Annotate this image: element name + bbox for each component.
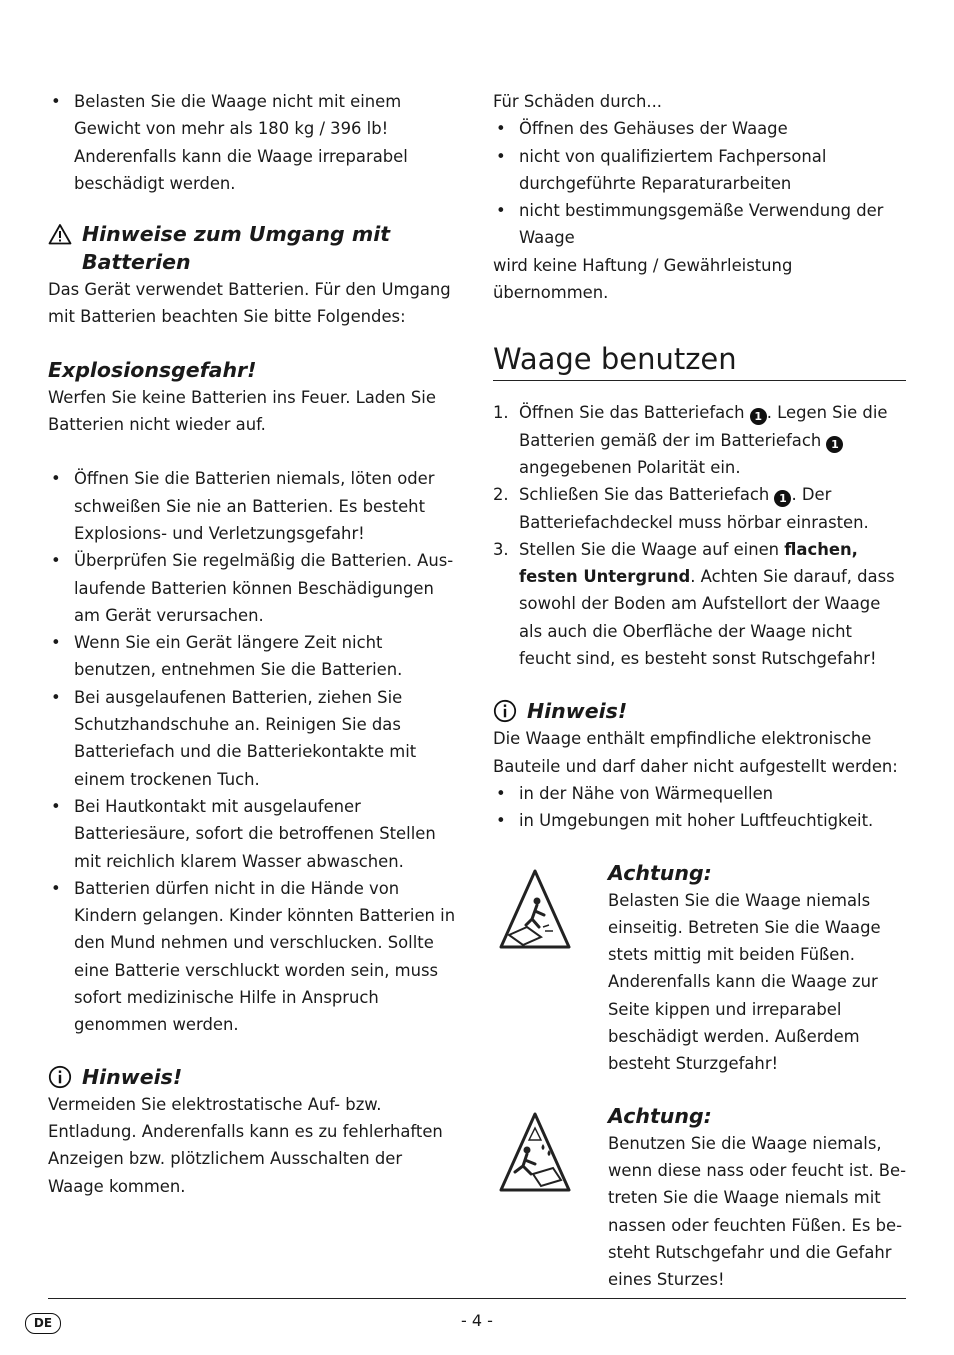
liability-outro: wird keine Haftung / Gewährleistung übernommen.: [493, 255, 793, 303]
list-item: • Belasten Sie die Waage nicht mit einem Gewicht von mehr als 180 kg / 396 lb! Anderenfalls kann die Waage irreparabel beschädigt werden.: [48, 88, 462, 197]
page-number: - 4 -: [461, 1311, 493, 1330]
caution-block-wet: [493, 1102, 906, 1294]
language-badge: DE: [25, 1313, 61, 1334]
step-text: . Legen Sie die Batterien gemäß der im Batteriefach: [519, 403, 888, 450]
step-text: angegebenen Polarität ein.: [519, 457, 741, 477]
steps-list: [493, 399, 906, 672]
list-item: • nicht von qualifiziertem Fachpersonal durchgeführte Reparaturarbeiten: [493, 143, 906, 198]
explosion-text: Werfen Sie keine Batterien ins Feuer. Laden Sie Batterien nicht wieder auf.: [48, 387, 436, 435]
right-column: [493, 88, 906, 1293]
list-item: • Bei ausgelaufenen Batterien, ziehen Sie Schutzhandschuhe an. Reinigen Sie das Batteriefach und die Batteriekontakte mit einem trockenen Tuch.: [48, 684, 462, 793]
step-number: 2.: [493, 485, 509, 505]
battery-heading: [48, 220, 462, 276]
caution1-text: Belasten Sie die Waage niemals einseitig. Betreten Sie die Waage stets mittig mit beiden Füßen. Anderenfalls kann die Waage zur Seite kippen und irreparabel beschädigt werden. Außerdem besteht Sturzgefahr!: [608, 890, 881, 1074]
step-number: 3.: [493, 539, 509, 559]
list-item: • Öffnen Sie die Batterien niemals, löten oder schweißen Sie nie an Batterien. Es besteht Explosions- und Verletzungsgefahr!: [48, 465, 462, 547]
liability-intro: Für Schäden durch...: [493, 92, 663, 111]
intro-bullet-list: [48, 88, 462, 197]
step-text: Schließen Sie das Batteriefach: [519, 485, 775, 505]
note-heading-right-text: Hinweis!: [527, 699, 628, 724]
note-heading-left-text: Hinweis!: [82, 1064, 183, 1089]
list-item: • Überprüfen Sie regelmäßig die Batterien. Auslaufende Batterien können Beschädigungen am Gerät verursachen.: [48, 547, 462, 629]
step-item: [493, 536, 906, 672]
caution2-text: Benutzen Sie die Waage niemals, wenn diese nass oder feucht ist. Betreten Sie die Waage niemals mit nassen oder feuchten Füßen. Es besteht Rutschgefahr und die Gefahr eines Sturzes!: [608, 1133, 907, 1290]
list-item: • in Umgebungen mit hoher Luftfeuchtigkeit.: [493, 807, 906, 834]
note-text-right: Die Waage enthält empfindliche elektronische Bauteile und darf daher nicht aufgestellt werden:: [493, 729, 898, 776]
step-text: Stellen Sie die Waage auf einen: [519, 539, 785, 559]
step-item: [493, 481, 906, 536]
tilt-fall-warning-icon: [497, 865, 573, 955]
list-item: • Wenn Sie ein Gerät längere Zeit nicht benutzen, entnehmen Sie die Batterien.: [48, 629, 462, 684]
info-icon: [493, 699, 517, 723]
footer-divider: [48, 1298, 906, 1299]
list-item: • Öffnen des Gehäuses der Waage: [493, 115, 906, 142]
info-icon: [48, 1065, 72, 1089]
step-text: . Achten Sie darauf, dass sowohl der Boden am Aufstellort der Waage als auch die Oberfläche der Waage nicht feucht sind, es besteht sonst Rutschgefahr!: [519, 567, 895, 669]
battery-heading-text: Hinweise zum Umgang mit Batterien: [82, 222, 391, 275]
battery-bullet-list: [48, 465, 462, 1038]
step-marker-icon: 1: [826, 436, 843, 453]
explosion-heading: Explosionsgefahr!: [48, 357, 257, 382]
step-marker-icon: 1: [750, 408, 767, 425]
step-text-bold: flachen, festen Untergrund: [519, 539, 858, 587]
left-column: [48, 88, 462, 1200]
slip-hazard-warning-icon: [497, 1108, 573, 1198]
list-item: • Bei Hautkontakt mit ausgelaufener Batteriesäure, sofort die betroffenen Stellen mit reichlich klarem Wasser abwaschen.: [48, 793, 462, 875]
step-text: Öffnen Sie das Batteriefach: [519, 403, 750, 423]
step-marker-icon: 1: [774, 490, 791, 507]
caution2-heading: Achtung:: [608, 1103, 712, 1128]
step-item: [493, 399, 906, 481]
liability-bullet-list: [493, 115, 906, 251]
battery-intro: Das Gerät verwendet Batterien. Für den Umgang mit Batterien beachten Sie bitte Folgendes:: [48, 280, 451, 327]
note-bullet-list: [493, 780, 906, 835]
list-item: • Batterien dürfen nicht in die Hände von Kindern gelangen. Kinder könnten Batterien in den Mund nehmen und verschlucken. Sollte eine Batterie verschluckt worden sein, muss sofort medizinische Hilfe in Anspruch genommen werden.: [48, 875, 462, 1039]
note-text-left: Vermeiden Sie elektrostatische Auf- bzw. Entladung. Anderenfalls kann es zu fehlerhaften Anzeigen bzw. plötzlichem Ausschalten der Waage kommen.: [48, 1094, 443, 1196]
warning-triangle-icon: [48, 223, 72, 245]
note-heading-right: [493, 697, 906, 725]
step-number: 1.: [493, 403, 509, 423]
section-title: Waage benutzen: [493, 340, 906, 381]
list-item: • in der Nähe von Wärmequellen: [493, 780, 906, 807]
list-item: • nicht bestimmungsgemäße Verwendung der Waage: [493, 197, 906, 252]
step-text: . Der Batteriefachdeckel muss hörbar einrasten.: [519, 485, 869, 532]
caution1-heading: Achtung:: [608, 860, 712, 885]
note-heading-left: [48, 1063, 462, 1091]
caution-block-tilt: [493, 859, 906, 1078]
